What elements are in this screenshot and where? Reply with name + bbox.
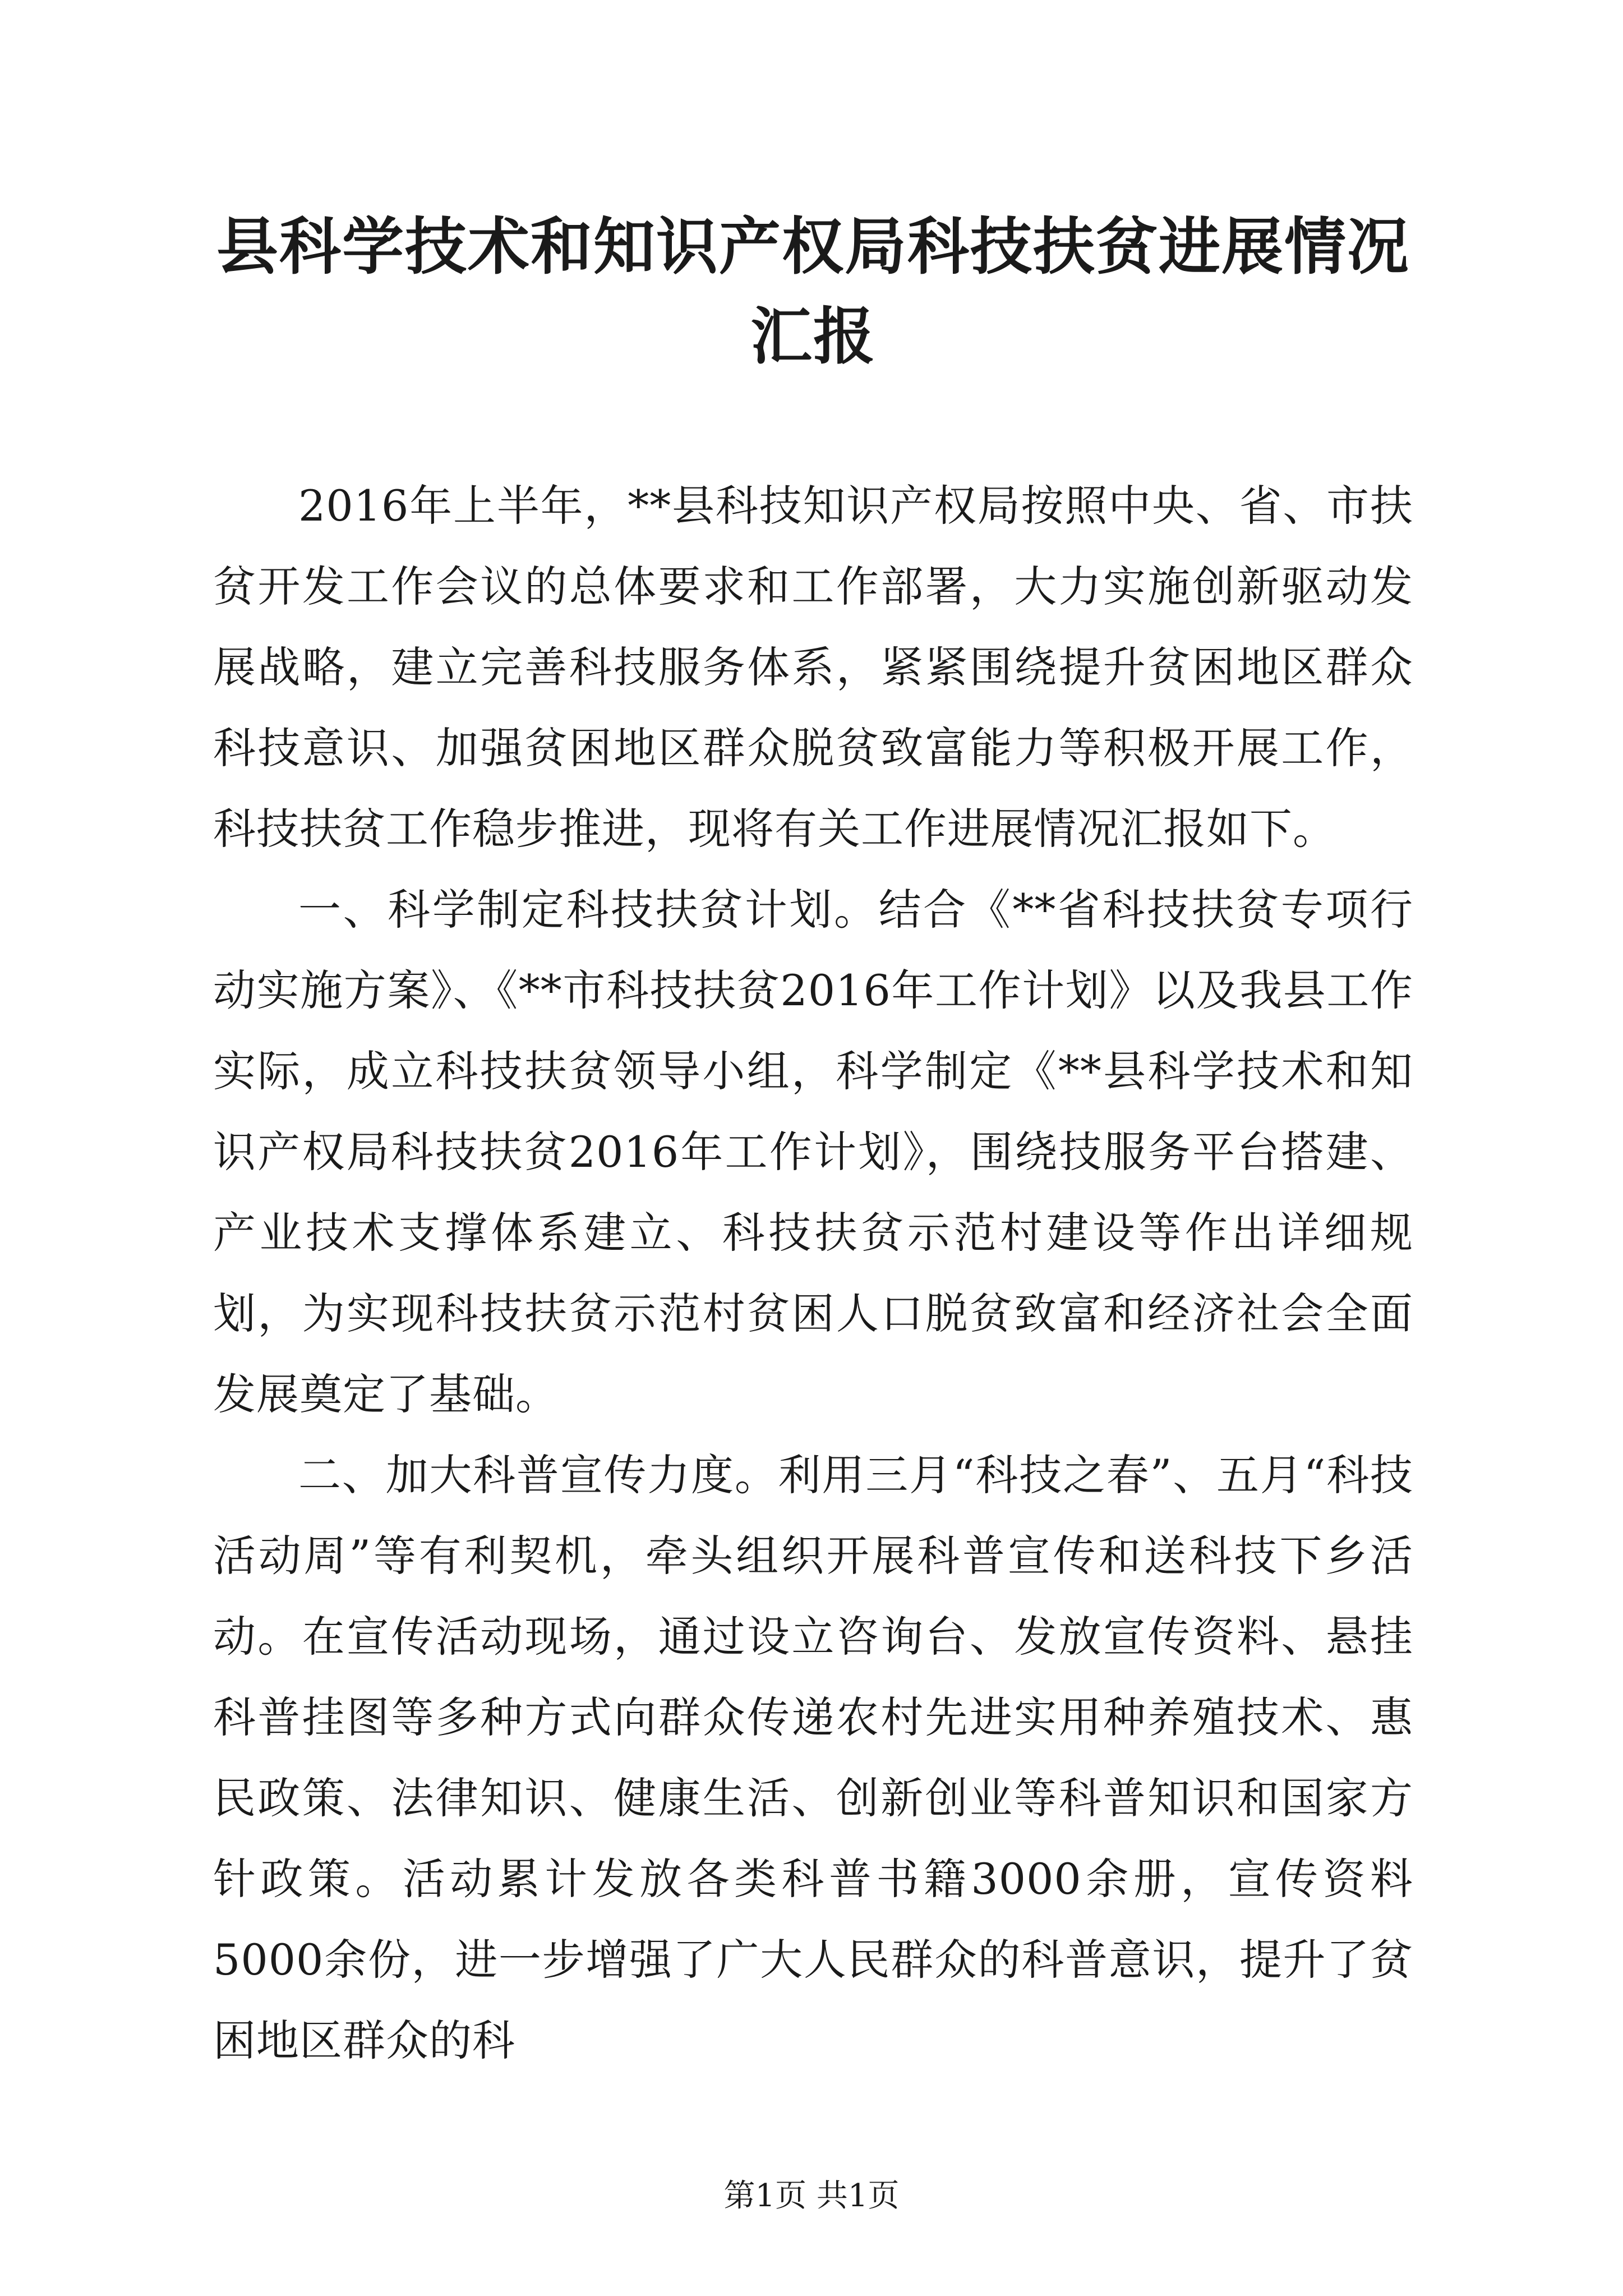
document-body (213, 466, 1413, 2081)
page-footer: 第1页 共1页 (723, 2178, 900, 2214)
paragraph-section-1: 一、科学制定科技扶贫计划。结合《**省科技扶贫专项行动实施方案》、《**市科技扶贫2016年工作计划》以及我县工作实际，成立科技扶贫领导小组，科学制定《**县科学技术和知识产权局科技扶贫2016年工作计划》，围绕技服务平台搭建、产业技术支撑体系建立、科技扶贫示范村建设等作出详细规划，为实现科技扶贫示范村贫困人口脱贫致富和经济社会全面发展奠定了基础。 (213, 885, 1413, 1419)
paragraph-section-2: 二、加大科普宣传力度。利用三月“科技之春”、五月“科技活动周”等有利契机，牵头组织开展科普宣传和送科技下乡活动。在宣传活动现场，通过设立咨询台、发放宣传资料、悬挂科普挂图等多种方式向群众传递农村先进实用种养殖技术、惠民政策、法律知识、健康生活、创新创业等科普知识和国家方针政策。活动累计发放各类科普书籍3000余册，宣传资料5000余份，进一步增强了广大人民群众的科普意识，提升了贫困地区群众的科 (213, 1450, 1413, 2065)
document-title: 县科学技术和知识产权局科技扶贫进展情况汇报 (216, 210, 1410, 372)
paragraph-intro: 2016年上半年，**县科技知识产权局按照中央、省、市扶贫开发工作会议的总体要求和工作部署，大力实施创新驱动发展战略，建立完善科技服务体系，紧紧围绕提升贫困地区群众科技意识、加强贫困地区群众脱贫致富能力等积极开展工作，科技扶贫工作稳步推进，现将有关工作进展情况汇报如下。 (213, 481, 1413, 854)
